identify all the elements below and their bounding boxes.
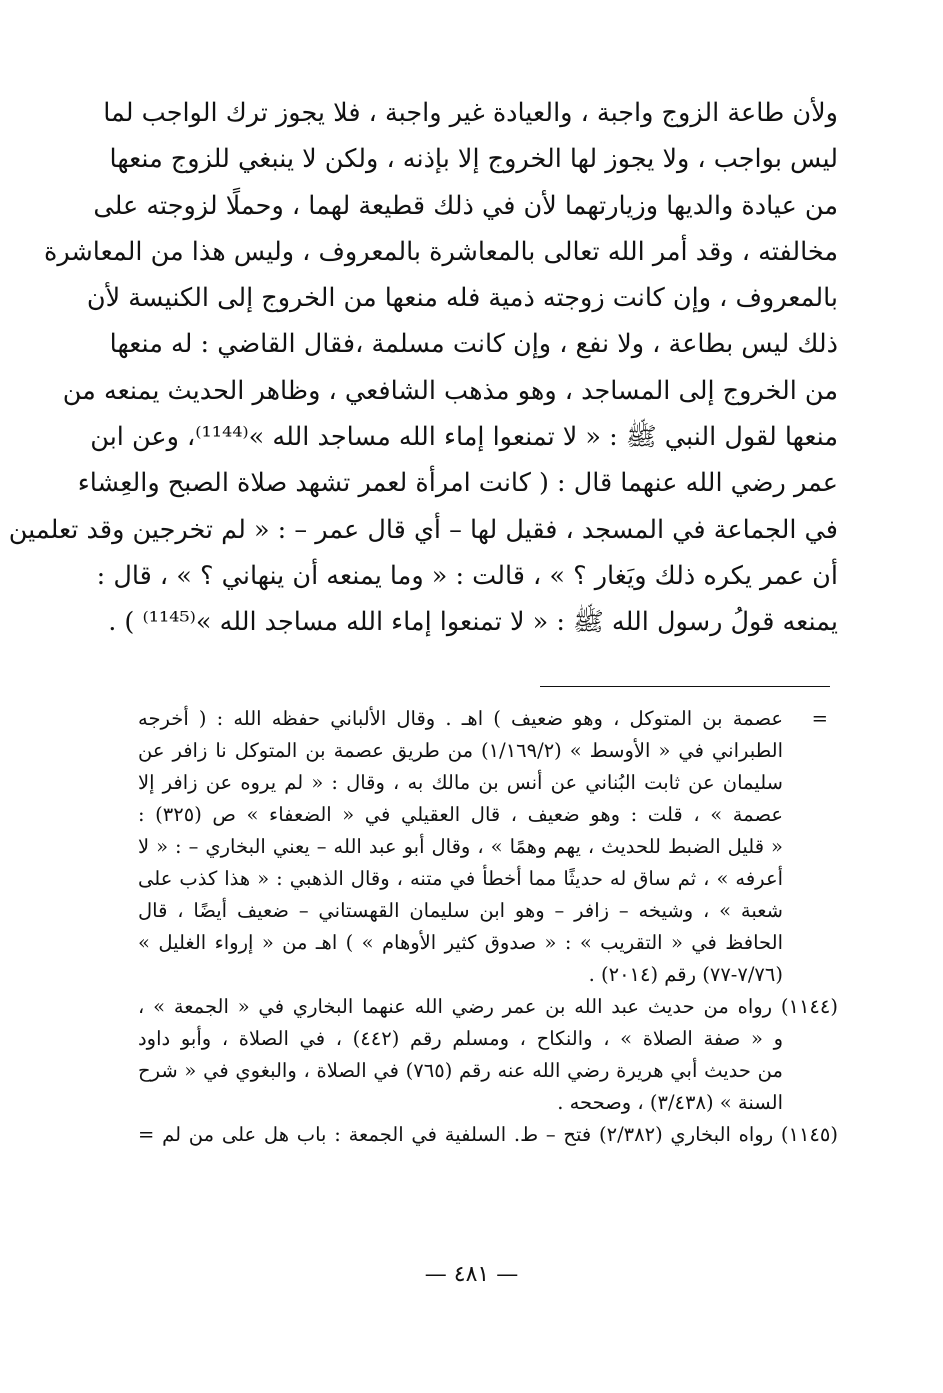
footnote-line: أعرفه » ، ثم ساق له حديثًا مما أخطأ في متنه ، وقال الذهبي : « هذا كذب على <box>138 867 783 890</box>
footnote-line: سليمان عن ثابت البُناني عن أنس بن مالك به ، وقال : « لم يروه عن زافر إلا <box>138 771 783 794</box>
footnote-continuation <box>138 703 838 991</box>
body-line: أن عمر يكره ذلك ويَغار ؟ » ، قالت : « وما يمنعه أن ينهاني ؟ » ، قال : <box>96 560 838 591</box>
body-line: مخالفته ، وقد أمر الله تعالى بالمعاشرة بالمعروف ، وليس هذا من المعاشرة <box>44 236 838 267</box>
footnote-line: من حديث أبي هريرة رضي الله عنه رقم (٧٦٥) في الصلاة ، والبغوي في « شرح <box>138 1059 783 1082</box>
body-line: ولأن طاعة الزوج واجبة ، والعيادة غير واجبة ، فلا يجوز ترك الواجب لما <box>103 98 838 128</box>
body-line: عمر رضي الله عنهما قال : ( كانت امرأة لعمر تشهد صلاة الصبح والعِشاء <box>77 468 838 499</box>
footnote-line: عصمة بن المتوكل ، وهو ضعيف ) اهـ . وقال الألباني حفظه الله : ( أخرجه <box>138 707 783 730</box>
footnote-line: شعبة » ، وشيخه – زافر – وهو ابن سليمان القهستاني – ضعيف أيضًا ، قال <box>138 899 783 922</box>
footnote-line: عصمة » ، قلت : وهو ضعيف ، قال العقيلي في « الضعفاء » ص (٣٢٥) : <box>138 803 783 826</box>
body-line: من الخروج إلى المساجد ، وهو مذهب الشافعي ، وظاهر الحديث يمنعه من <box>62 375 838 406</box>
body-line: ليس بواجب ، ولا يجوز لها الخروج إلا بإذنه ، ولكن لا ينبغي للزوج منعها <box>109 144 838 175</box>
footnote-1145 <box>138 1119 838 1151</box>
footnote-line: (٧/٧٦-٧٧) رقم (٢٠١٤) . <box>588 963 783 986</box>
page-number: — ٤٨١ — <box>424 1262 519 1287</box>
footnote-line: الطبراني في « الأوسط » (١/١٦٩/٢) من طريق عصمة بن المتوكل نا زافر عن <box>138 739 784 762</box>
footnote-separator <box>540 686 830 687</box>
footnote-line: السنة » (٣/٤٣٨) ، وصححه . <box>557 1091 783 1114</box>
continuation-mark: = <box>811 707 828 730</box>
footnotes-section <box>138 703 838 1151</box>
body-line: من عيادة والديها وزيارتهما لأن في ذلك قطيعة لهما ، وحملًا لزوجته على <box>93 190 838 221</box>
body-line: منعها لقول النبي ﷺ : « لا تمنعوا إماء الله مساجد الله »⁽¹¹⁴⁴⁾، وعن ابن <box>90 422 838 453</box>
body-line: يمنعه قولُ رسول الله ﷺ : « لا تمنعوا إماء الله مساجد الله »⁽¹¹⁴⁵⁾ ) . <box>108 607 838 638</box>
footnote-line: « قليل الضبط للحديث ، يهم وهمًا » ، وقال أبو عبد الله – يعني البخاري – : « لا <box>138 835 783 858</box>
footnote-line: (١١٤٤) رواه من حديث عبد الله بن عمر رضي الله عنهما البخاري في « الجمعة » ، <box>138 995 838 1018</box>
body-line: ذلك ليس بطاعة ، ولا نفع ، وإن كانت مسلمة ،فقال القاضي : له منعها <box>109 329 838 360</box>
footnote-line: و « صفة الصلاة » ، والنكاح ، ومسلم رقم (٤٤٢) ، في الصلاة ، وأبو داود <box>138 1027 783 1050</box>
footnote-1144 <box>138 991 838 1119</box>
footnote-line: الحافظ في « التقريب » : « صدوق كثير الأوهام » ) اهـ من « إرواء الغليل » <box>138 931 783 954</box>
footnote-line: (١١٤٥) رواه البخاري (٢/٣٨٢) فتح – ط. السلفية في الجمعة : باب هل على من لم = <box>138 1123 838 1146</box>
body-line: في الجماعة في المسجد ، فقيل لها – أي قال عمر – : « لم تخرجين وقد تعلمين <box>8 514 838 545</box>
main-body-text <box>8 90 838 646</box>
body-line: بالمعروف ، وإن كانت زوجته ذمية فله منعها من الخروج إلى الكنيسة لأن <box>86 283 838 314</box>
